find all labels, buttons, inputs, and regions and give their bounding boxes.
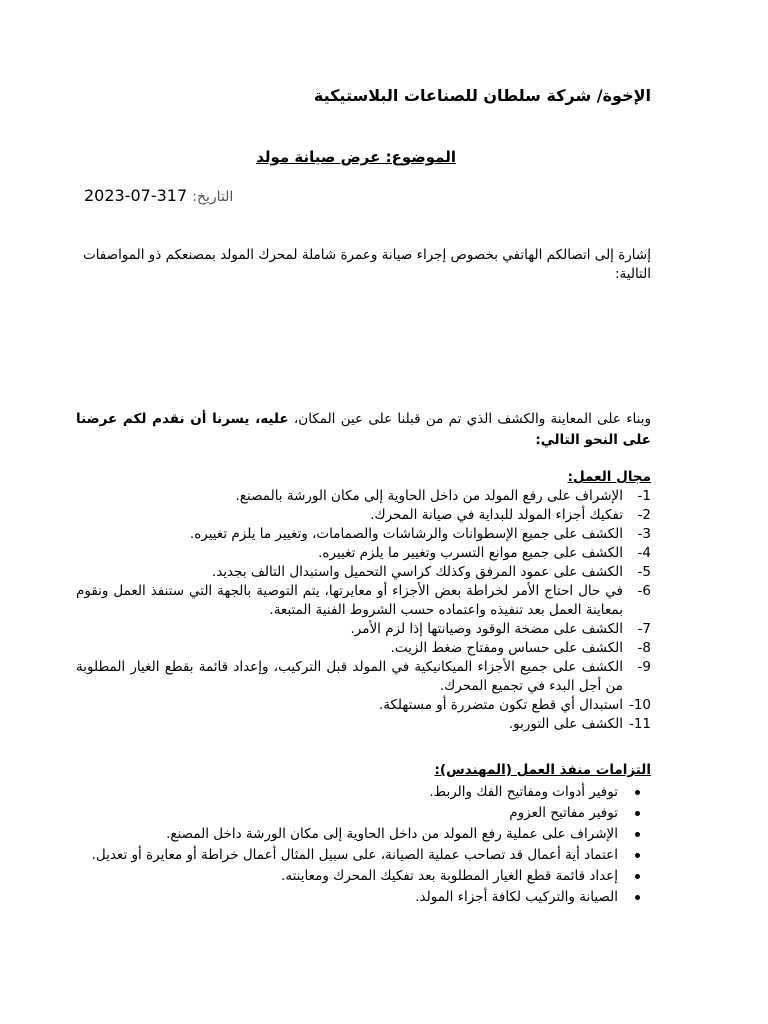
list-item bbox=[76, 639, 651, 658]
scope-list bbox=[76, 487, 651, 734]
bullet-icon bbox=[618, 846, 648, 865]
item-number: 2 - bbox=[623, 506, 651, 525]
list-item bbox=[76, 525, 651, 544]
obligations-title: التزامات منفذ العمل (المهندس): bbox=[434, 762, 651, 778]
list-item bbox=[76, 506, 651, 525]
item-text: الكشف على جميع الأجزاء الميكانيكية في المولد قبل التركيب، وإعداد قائمة بقطع الغيار المطلوبة من أجل البدء في تجميع المحرك. bbox=[76, 659, 623, 694]
basis-bold-text: عليه، يسرنا أن نقدم لكم عرضنا على النحو التالي: bbox=[76, 411, 651, 448]
date-row bbox=[84, 186, 235, 205]
item-number: 11 - bbox=[623, 715, 651, 734]
item-number: 7 - bbox=[623, 620, 651, 639]
list-item bbox=[76, 620, 651, 639]
item-text: توفير مفاتيح العزوم bbox=[509, 805, 618, 821]
item-text: توفير أدوات ومفاتيح الفك والربط. bbox=[429, 784, 618, 800]
list-item bbox=[76, 582, 651, 620]
bullet-icon bbox=[618, 783, 648, 802]
list-item bbox=[76, 783, 648, 802]
item-text: في حال احتاج الأمر لخراطة بعض الأجزاء أو معايرتها، يتم التوصية بالجهة التي ستنفذ العمل ونقوم بمعاينة العمل بعد تنفيذه واعتماده حسب الشروط الفنية المتبعة. bbox=[76, 583, 623, 618]
list-item bbox=[76, 867, 648, 886]
addressee: الإخوة/ شركة سلطان للصناعات البلاستيكية bbox=[313, 86, 651, 105]
item-text: تفكيك أجزاء المولد للبداية في صيانة المحرك. bbox=[370, 507, 623, 523]
item-text: الكشف على جميع الإسطوانات والرشاشات والصمامات، وتغيير ما يلزم تغييره. bbox=[189, 526, 623, 542]
list-item bbox=[76, 658, 651, 696]
list-item bbox=[76, 563, 651, 582]
item-text: الصيانة والتركيب لكافة أجزاء المولد. bbox=[415, 889, 618, 905]
list-item bbox=[76, 487, 651, 506]
item-number: 8 - bbox=[623, 639, 651, 658]
date-label: التاريخ: bbox=[192, 189, 234, 205]
basis-paragraph bbox=[76, 409, 651, 451]
item-text: الكشف على جميع موانع التسرب وتغيير ما يلزم تغييره. bbox=[318, 545, 623, 561]
item-number: 4 - bbox=[623, 544, 651, 563]
item-text: الكشف على مضخة الوقود وصيانتها إذا لزم الأمر. bbox=[350, 621, 623, 637]
obligations-list bbox=[76, 783, 648, 909]
list-item bbox=[76, 888, 648, 907]
item-number: 6 - bbox=[623, 582, 651, 620]
item-number: 3 - bbox=[623, 525, 651, 544]
bullet-icon bbox=[618, 825, 648, 844]
item-text: الكشف على التوربو. bbox=[508, 716, 623, 732]
basis-text: وبناء على المعاينة والكشف الذي تم من قبلنا على عين المكان، bbox=[288, 411, 652, 427]
list-item bbox=[76, 544, 651, 563]
bullet-icon bbox=[618, 804, 648, 823]
item-number: 10 - bbox=[623, 696, 651, 715]
scope-title: مجال العمل: bbox=[567, 469, 651, 485]
intro-paragraph: إشارة إلى اتصالكم الهاتفي بخصوص إجراء صيانة وعمرة شاملة لمحرك المولد بمصنعكم ذو المواصفات التالية: bbox=[82, 247, 651, 282]
bullet-icon bbox=[618, 888, 648, 907]
item-text: اعتماد أية أعمال قد تصاحب عملية الصيانة، على سبيل المثال أعمال خراطة أو معايرة أو تعديل. bbox=[91, 847, 618, 863]
list-item bbox=[76, 846, 648, 865]
list-item bbox=[76, 825, 648, 844]
item-text: الكشف على حساس ومفتاح ضغط الزيت. bbox=[390, 640, 623, 656]
date-value: 2023-07-317 bbox=[84, 186, 188, 205]
item-number: 5 - bbox=[623, 563, 651, 582]
subject-line: الموضوع: عرض صيانة مولد bbox=[256, 148, 456, 166]
item-number: 1 - bbox=[623, 487, 651, 506]
item-text: الكشف على عمود المرفق وكذلك كراسي التحميل واستبدال التالف بجديد. bbox=[211, 564, 623, 580]
item-text: الإشراف على عملية رفع المولد من داخل الحاوية إلى مكان الورشة داخل المصنع. bbox=[166, 826, 618, 842]
item-number: 9 - bbox=[623, 658, 651, 696]
item-text: الإشراف على رفع المولد من داخل الحاوية إلى مكان الورشة بالمصنع. bbox=[235, 488, 623, 504]
list-item bbox=[76, 696, 651, 715]
item-text: استبدال أي قطع تكون متضررة أو مستهلكة. bbox=[378, 697, 623, 713]
item-text: إعداد قائمة قطع الغيار المطلوبة بعد تفكيك المحرك ومعاينته. bbox=[281, 868, 618, 884]
list-item bbox=[76, 804, 648, 823]
list-item bbox=[76, 715, 651, 734]
bullet-icon bbox=[618, 867, 648, 886]
